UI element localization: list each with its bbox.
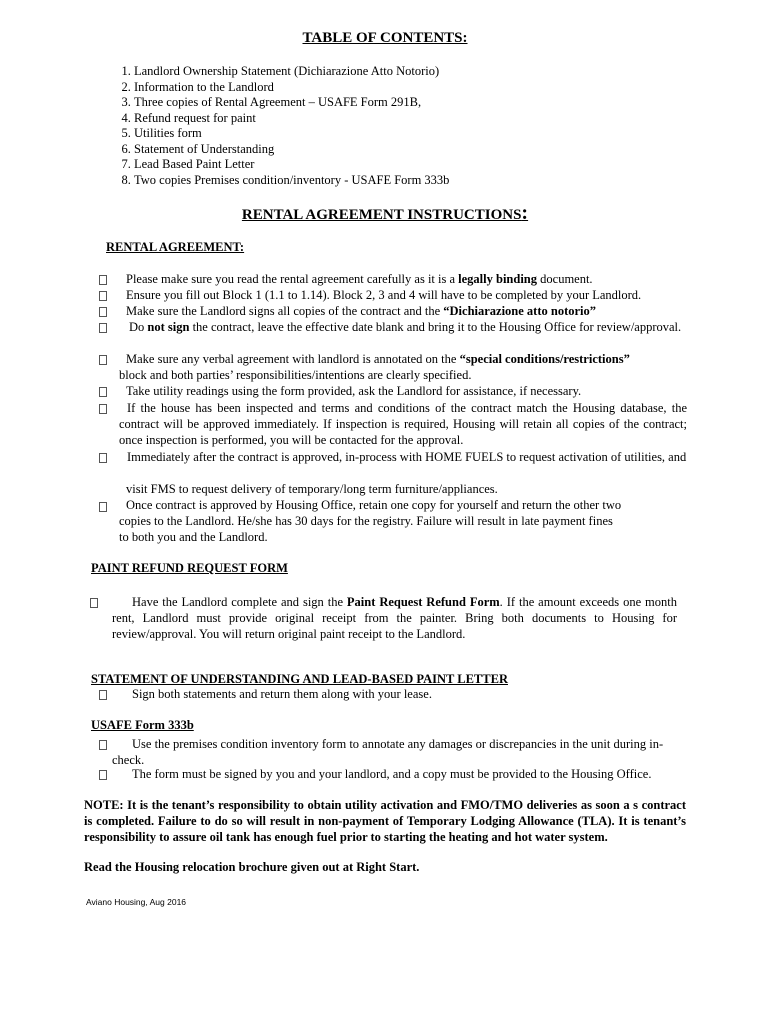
rental-bullet-4-bold: not sign [147, 320, 190, 334]
rental-bullet-8: Immediately after the contract is approved, in-process with HOME FUELS to request activation of utilities, and [127, 450, 687, 464]
rental-bullet-9-line-1: Once contract is approved by Housing Office, retain one copy for yourself and return the other two [126, 498, 622, 512]
instructions-title [0, 202, 770, 224]
rental-bullet-4-text: Do [129, 320, 148, 334]
checkbox-icon [99, 387, 107, 397]
tenant-note: NOTE: It is the tenant’s responsibility to obtain utility activation and FMO/TMO deliveries as soon a s contract is completed. Failure to do so will result in non-payment of Temporary Lodging Allowance (TLA). It is tenant’s responsibility to assure oil tank has enough fuel prior to starting the heating and hot water system. [84, 798, 686, 844]
statement-heading: STATEMENT OF UNDERSTANDING AND LEAD-BASED PAINT LETTER [91, 672, 508, 686]
footer: Aviano Housing, Aug 2016 [86, 897, 187, 907]
checkbox-icon [99, 355, 107, 365]
rental-bullet-3-bold: “Dichiarazione atto notorio” [443, 304, 597, 318]
instructions-title-text: RENTAL AGREEMENT INSTRUCTIONS [241, 207, 522, 223]
paint-refund-heading: PAINT REFUND REQUEST FORM [91, 561, 288, 575]
toc-item: 7. Lead Based Paint Letter [134, 157, 734, 173]
rental-bullet-5 [126, 351, 696, 367]
checkbox-icon [99, 502, 107, 512]
checkbox-icon [99, 291, 107, 301]
statement-bullet-1: Sign both statements and return them along with your lease. [132, 687, 432, 701]
toc-item: 4. Refund request for paint [134, 111, 734, 127]
rental-bullet-5-continued: block and both parties’ responsibilities/intentions are clearly specified. [119, 368, 472, 382]
rental-bullet-4 [119, 319, 694, 335]
toc-item: 5. Utilities form [134, 126, 734, 142]
rental-bullet-9-line-3: to both you and the Landlord. [119, 530, 268, 544]
checkbox-icon [99, 307, 107, 317]
usafe-bullet-2: The form must be signed by you and your landlord, and a copy must be provided to the Housing Office. [132, 767, 652, 781]
rental-bullet-1-bold: legally binding [458, 272, 538, 286]
checkbox-icon [99, 404, 107, 414]
toc-list [88, 64, 734, 188]
paint-bullet-1-text: Have the Landlord complete and sign the [132, 595, 347, 609]
checkbox-icon [99, 690, 107, 700]
instructions-title-colon: : [521, 202, 529, 224]
paint-bullet-1-end: . If the amount exceeds one month rent, Landlord must provide original receipt from the painter. Bring both documents to Housing for review/approval. You will return original paint receipt to the Landlord. [112, 595, 677, 642]
paint-bullet-1 [112, 594, 677, 643]
rental-agreement-heading: RENTAL AGREEMENT: [106, 240, 245, 254]
rental-bullet-7: If the house has been inspected and terms and conditions of the contract match the Housing database, the contract will be approved immediately. If inspection is required, Housing will retain all copies of the contract; once inspection is performed, you will be contacted for the approval. [119, 401, 687, 448]
checkbox-icon [99, 770, 107, 780]
rental-bullet-1-end: document. [537, 272, 593, 286]
rental-bullet-1 [126, 271, 696, 287]
rental-bullet-5-bold: “special conditions/restrictions” [459, 352, 630, 366]
rental-bullet-3 [126, 303, 696, 319]
checkbox-icon [99, 740, 107, 750]
toc-item: 8. Two copies Premises condition/inventory - USAFE Form 333b [134, 173, 734, 189]
rental-bullet-9-line-2: copies to the Landlord. He/she has 30 days for the registry. Failure will result in late payment fines [119, 514, 613, 528]
toc-item: 2. Information to the Landlord [134, 80, 734, 96]
rental-bullet-8-continued: visit FMS to request delivery of temporary/long term furniture/appliances. [126, 482, 498, 496]
toc-title: TABLE OF CONTENTS: [302, 30, 468, 46]
toc-item: 3. Three copies of Rental Agreement – USAFE Form 291B, [134, 95, 734, 111]
rental-bullet-1-text: Please make sure you read the rental agreement carefully as it is a [126, 272, 459, 286]
checkbox-icon [99, 453, 107, 463]
usafe-333b-heading: USAFE Form 333b [91, 718, 194, 732]
checkbox-icon [90, 598, 98, 608]
rental-bullet-4-end: the contract, leave the effective date blank and bring it to the Housing Office for review/approval. [189, 320, 682, 334]
paint-bullet-1-bold: Paint Request Refund Form [346, 595, 500, 609]
rental-bullet-3-text: Make sure the Landlord signs all copies of the contract and the [126, 304, 444, 318]
toc-item: 1. Landlord Ownership Statement (Dichiarazione Atto Notorio) [134, 64, 734, 80]
rental-bullet-2: Ensure you fill out Block 1 (1.1 to 1.14). Block 2, 3 and 4 will have to be completed by your Landlord. [126, 288, 642, 302]
toc-item: 6. Statement of Understanding [134, 142, 734, 158]
rental-bullet-5-text: Make sure any verbal agreement with landlord is annotated on the [126, 352, 460, 366]
relocation-brochure-note: Read the Housing relocation brochure given out at Right Start. [84, 860, 420, 874]
checkbox-icon [99, 323, 107, 333]
usafe-bullet-1: Use the premises condition inventory form to annotate any damages or discrepancies in the unit during in-check. [112, 737, 664, 768]
rental-bullet-6: Take utility readings using the form provided, ask the Landlord for assistance, if necessary. [126, 384, 582, 398]
checkbox-icon [99, 275, 107, 285]
